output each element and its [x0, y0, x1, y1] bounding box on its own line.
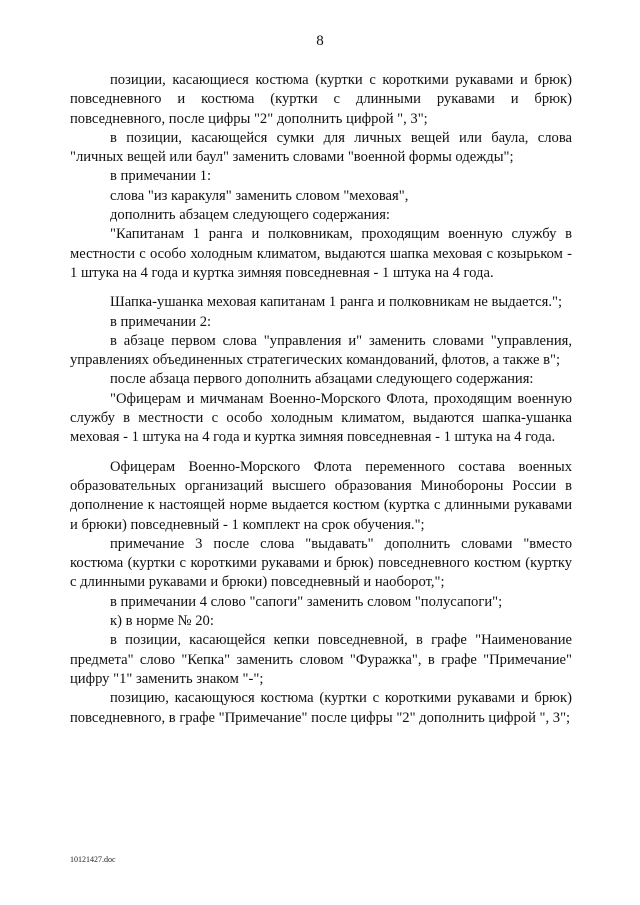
paragraph: позиции, касающиеся костюма (куртки с короткими рукавами и брюк) повседневного и костюма (куртки с длинными рукавами и брюк) повседневного, после цифры "2" дополнить цифрой ", 3";: [70, 72, 572, 127]
paragraph: примечание 3 после слова "выдавать" дополнить словами "вместо костюма (куртки с короткими рукавами и брюк) повседневного костюм (куртку с длинными рукавами и брюки) повседневный и наоборот,";: [70, 535, 572, 591]
paragraph: "Офицерам и мичманам Военно-Морского Флота, проходящим военную службу в местности с особо холодным климатом, выдаются шапка-ушанка меховая - 1 штука на 4 года и куртка зимняя повседневная - 1 штука на 4 года.: [70, 390, 572, 446]
paragraph: в примечании 4 слово "сапоги" заменить словом "полусапоги";: [110, 593, 503, 610]
paragraph: Офицерам Военно-Морского Флота переменного состава военных образовательных организаций высшего образования Минобороны России в дополнение к настоящей норме выдается костюм (куртка с длинными рукавами и брюки) повседневный - 1 комплект на срок обучения.";: [70, 458, 572, 533]
paragraph: позицию, касающуюся костюма (куртки с короткими рукавами и брюк) повседневного, в графе "Примечание" после цифры "2" дополнить цифрой ", 3";: [70, 690, 572, 726]
paragraph: в абзаце первом слова "управления и" заменить словами "управления, управлениях объединенных стратегических командований, флотов, а также в";: [70, 332, 572, 369]
paragraph: слова "из каракуля" заменить словом "меховая",: [110, 187, 409, 204]
paragraph: в примечании 2:: [110, 313, 212, 330]
paragraph: к) в норме № 20:: [110, 613, 214, 630]
paragraph: после абзаца первого дополнить абзацами следующего содержания:: [110, 371, 534, 388]
paragraph: в позиции, касающейся сумки для личных вещей или баула, слова "личных вещей или баул" заменить словами "военной формы одежды";: [70, 129, 572, 166]
paragraph: в позиции, касающейся кепки повседневной, в графе "Наименование предмета" слово "Кепка" заменить словом "Фуражка", в графе "Примечание" цифру "1" заменить знаком "-";: [70, 632, 572, 687]
paragraph: дополнить абзацем следующего содержания:: [110, 207, 390, 224]
document-body: [70, 71, 572, 728]
page-number: 8: [316, 33, 324, 49]
file-name-footer: 10121427.doc: [70, 855, 116, 864]
paragraph: в примечании 1:: [110, 168, 212, 185]
paragraph: "Капитанам 1 ранга и полковникам, проходящим военную службу в местности с особо холодным климатом, выдаются шапка меховая с козырьком - 1 штука на 4 года и куртка зимняя повседневная - 1 штука на 4 года.: [70, 226, 572, 281]
paragraph: Шапка-ушанка меховая капитанам 1 ранга и полковникам не выдается.";: [110, 294, 563, 311]
